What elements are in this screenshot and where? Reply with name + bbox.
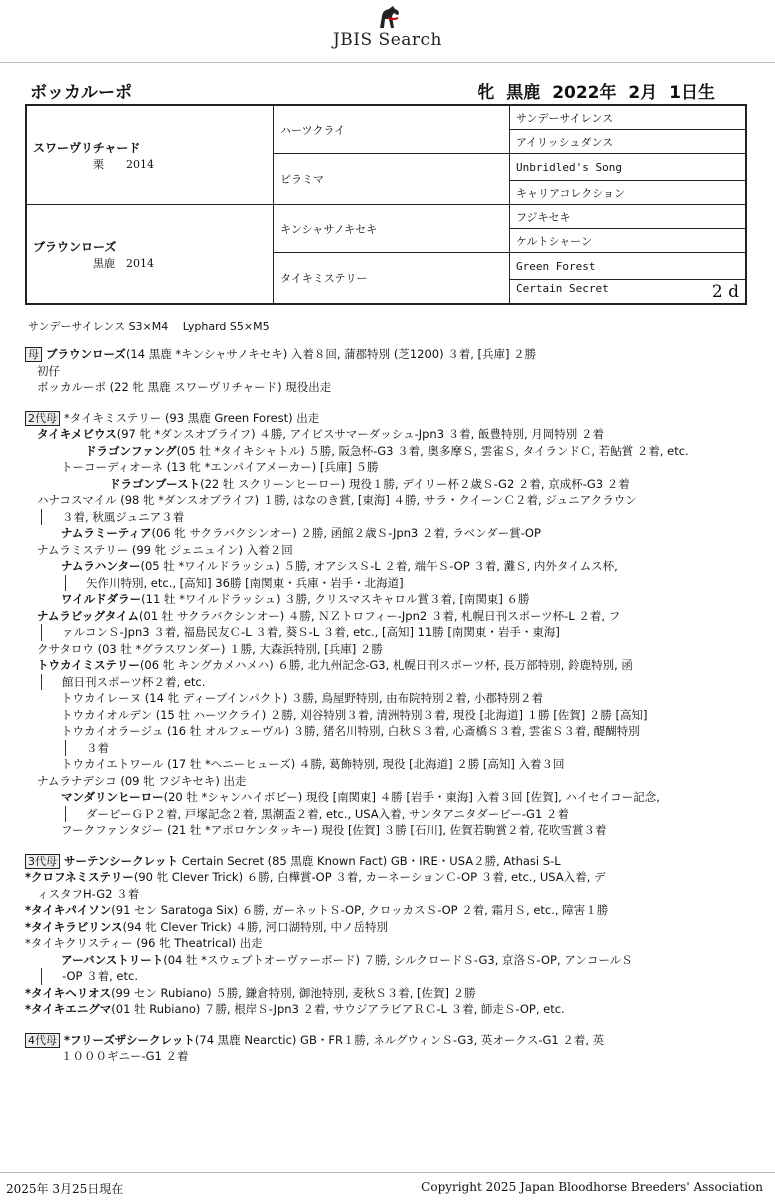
pedigree-g3-3[interactable]: Unbridled's Song (510, 154, 747, 181)
record-text: (06 牝 サクラバクシンオー) ２勝, 函館２歳Ｓ-Jpn3 ２着, ラベンダー賞-OP (151, 526, 541, 540)
pedigree-g3-5[interactable]: フジキセキ (510, 205, 747, 229)
pedigree-sire-sire[interactable]: ハーツクライ (274, 105, 510, 154)
pedigree-g3-4[interactable]: キャリアコレクション (510, 181, 747, 205)
horse-link[interactable]: ブラウンローズ (46, 347, 126, 361)
record-text: (11 牡 *ワイルドラッシュ) ３勝, クリスマスキャロル賞３着, [南関東] ６勝 (141, 592, 530, 606)
record-text: (05 牡 *ワイルドラッシュ) ５勝, オアシスＳ-L ２着, 端午Ｓ-OP ３着, 灘Ｓ, 内外タイムス杯, (140, 559, 618, 573)
horse-link[interactable]: *タイキエニグマ (25, 1002, 112, 1016)
record-text: (22 牡 スクリーンヒーロー) 現役１勝, デイリー杯２歳Ｓ-G2 ２着, 京成杯-G3 ２着 (200, 476, 630, 491)
pedigree-g3-8[interactable] (510, 280, 747, 305)
header-divider (0, 62, 775, 63)
record-text: (14 黒鹿 *キンシャサノキセキ) 入着８回, 蒲郡特別 (芝1200) ３着, [兵庫] ２勝 (125, 347, 537, 361)
record-text: 館日刊スポーツ杯２着, etc. (41, 674, 745, 691)
dosage-value: 2 d (711, 281, 739, 302)
record-text: トウカイオラージュ (16 牡 オルフェーヴル) ３勝, 猪名川特別, 白秋Ｓ３着, 心斎橋Ｓ３着, 雲雀Ｓ３着, 醍醐特別 (61, 724, 640, 738)
footer-divider (0, 1172, 775, 1173)
record-text: (74 黒鹿 Nearctic) GB・FR１勝, ネルグウィンＳ-G3, 英オークス-G1 ２着, 英 (194, 1032, 605, 1047)
record-text: クサタロウ (03 牡 *グラスワンダー) １勝, 大森浜特別, [兵庫] ２勝 (37, 641, 383, 656)
record-text: (01 牡 Rubiano) ７勝, 根岸Ｓ-Jpn3 ２着, サウジアラビアＲＣ-L ３着, 師走Ｓ-OP, etc. (111, 1002, 565, 1016)
horse-link[interactable]: ドラゴンファング (85, 443, 177, 458)
record-text: トウカイエトワール (17 牡 *ヘニーヒューズ) ４勝, 葛飾特別, 現役 [北海道] ２勝 [高知] 入着３回 (61, 757, 565, 771)
record-text: *タイキクリスティー (96 牝 Theatrical) 出走 (25, 936, 263, 950)
generation-tag: 3代母 (25, 854, 60, 869)
record-text: *タイキミステリー (93 黒鹿 Green Forest) 出走 (64, 410, 320, 425)
horse-link[interactable]: *クロフネミステリー (25, 870, 134, 884)
record-text: ３着 (65, 740, 745, 757)
record-text: -OP ３着, etc. (41, 968, 745, 985)
generation-tag: 2代母 (25, 411, 60, 426)
foal-line: ボッカルーポ (22 牝 黒鹿 スワーヴリチャード) 現役出走 (37, 380, 332, 394)
record-text: (97 牝 *ダンスオブライフ) ４勝, アイビスサマーダッシュ-Jpn3 ３着, 飯豊特別, 月岡特別 ２着 (116, 427, 604, 441)
pedigree-sire-dam[interactable]: ピラミマ (274, 154, 510, 205)
horse-link[interactable]: トウカイミステリー (37, 658, 140, 672)
sire-color-year: 栗 2014 (93, 157, 154, 171)
dam-color-year: 黒鹿 2014 (93, 256, 154, 270)
horse-link[interactable]: *タイキパイソン (25, 903, 112, 917)
third-dam-line (25, 853, 745, 870)
record-text: (90 牝 Clever Trick) ６勝, 白樺賞-OP ３着, カーネーションＣ-OP ３着, etc., USA入着, デ (133, 870, 606, 884)
dam-name: ブラウンローズ (33, 239, 117, 254)
record-text: ３着, 秋風ジュニア３着 (41, 509, 745, 526)
record-text: ナムラミステリー (99 牝 ジェニュイン) 入着２回 (37, 542, 293, 557)
record-text: (01 牡 サクラバクシンオー) ４勝, ＮＺトロフィー-Jpn2 ３着, 札幌日刊スポーツ杯-L ２着, フ (139, 608, 621, 623)
horse-link[interactable]: サーテンシークレット (64, 853, 179, 868)
horse-meta (477, 78, 715, 103)
pedigree-g3-1[interactable]: サンデーサイレンス (510, 105, 747, 130)
generation-tag: 4代母 (25, 1033, 60, 1048)
record-text: ィスタフH-G2 ３着 (37, 886, 140, 901)
horse-color: 黒鹿 (506, 83, 541, 103)
pedigree-g3-7[interactable]: Green Forest (510, 253, 747, 280)
record-text: (05 牡 *タイキシャトル) ５勝, 阪急杯-G3 ３着, 奥多摩Ｓ, 雲雀Ｓ, タイランドＣ, 若鮎賞 ２着, etc. (176, 443, 689, 458)
foal-note: 初仔 (37, 363, 60, 378)
record-text: Certain Secret (85 黒鹿 Known Fact) GB・IRE・USA２勝, Athasi S-L (181, 853, 561, 868)
logo-text: JBIS Search (332, 30, 442, 50)
horse-logo-icon (368, 4, 408, 30)
family-section (25, 346, 745, 1065)
pedigree-dam-sire[interactable]: キンシャサノキセキ (274, 205, 510, 253)
g3-8-name: Certain Secret (516, 281, 609, 295)
second-dam-line (25, 410, 745, 427)
pedigree-sire[interactable] (26, 105, 274, 205)
horse-name: ボッカルーポ (30, 83, 132, 103)
record-text: ァルコンＳ-Jpn3 ３着, 福島民友Ｃ-L ３着, 葵Ｓ-L ３着, etc., [高知] 11勝 [南関東・岩手・東海] (41, 624, 745, 641)
record-text: トウカイレーヌ (14 牝 ディープインパクト) ３勝, 鳥屋野特別, 由布院特別２着, 小郡特別２着 (61, 691, 543, 705)
record-text: フークファンタジー (21 牡 *アポロケンタッキー) 現役 [佐賀] ３勝 [石川], 佐賀若駒賞２着, 花吹雪賞３着 (61, 823, 607, 837)
record-text: １０００ギニー-G1 ２着 (61, 1049, 189, 1063)
horse-link[interactable]: *フリーズザシークレット (64, 1032, 195, 1047)
horse-link[interactable]: タイキメビウス (37, 427, 117, 441)
pedigree-dam-dam[interactable]: タイキミステリー (274, 253, 510, 305)
record-text: ナムラナデシコ (09 牝 フジキセキ) 出走 (37, 773, 247, 788)
jbis-logo[interactable] (0, 4, 775, 50)
sire-name: スワーヴリチャード (33, 140, 141, 155)
record-text: 矢作川特別, etc., [高知] 36勝 [南関東・兵庫・岩手・北海道] (65, 575, 745, 592)
record-text: (91 セン Saratoga Six) ６勝, ガーネットＳ-OP, クロッカスＳ-OP ２着, 霜月Ｓ, etc., 障害１勝 (111, 903, 609, 917)
horse-birth: 2022年 2月 1日生 (552, 83, 715, 103)
horse-sex: 牝 (477, 83, 495, 103)
horse-link[interactable]: ドラゴンブースト (109, 476, 201, 491)
record-text: ダービーＧＰ２着, 戸塚記念２着, 黒潮盃２着, etc., USA入着, サンタアニタダービー-G1 ２着 (65, 806, 745, 823)
footer-copyright: Copyright 2025 Japan Bloodhorse Breeders' Association (421, 1180, 763, 1194)
pedigree-table (25, 104, 747, 305)
horse-link[interactable]: ワイルドダラー (61, 592, 142, 606)
record-text: (20 牡 *シャンハイボビー) 現役 [南関東] ４勝 [岩手・東海] 入着３回 [佐賀], ハイセイコー記念, (163, 790, 660, 804)
dam-line (25, 346, 745, 363)
generation-tag: 母 (25, 347, 42, 362)
inbreeding-note: サンデーサイレンス S3×M4 Lyphard S5×M5 (28, 320, 270, 333)
horse-link[interactable]: ナムラハンター (61, 559, 141, 573)
record-text: ハナコスマイル (98 牝 *ダンスオブライフ) １勝, はなのき賞, [東海] ４勝, サラ・クイーンＣ２着, ジュニアクラウン (37, 493, 637, 507)
footer-date: 2025年 3月25日現在 (6, 1182, 124, 1196)
pedigree-g3-2[interactable]: アイリッシュダンス (510, 130, 747, 154)
horse-link[interactable]: ナムラミーティア (61, 526, 152, 540)
record-text: (06 牝 キングカメハメハ) ６勝, 北九州記念-G3, 札幌日刊スポーツ杯, 長万部特別, 鈴鹿特別, 函 (139, 658, 633, 672)
pedigree-dam[interactable] (26, 205, 274, 305)
record-text: (99 セン Rubiano) ５勝, 鎌倉特別, 御池特別, 麦秋Ｓ３着, [佐賀] ２勝 (111, 985, 476, 1000)
horse-link[interactable]: ナムラビッグタイム (37, 608, 140, 623)
horse-link[interactable]: *タイキラビリンス (25, 919, 123, 934)
record-text: トウカイオルデン (15 牡 ハーツクライ) ２勝, 刈谷特別３着, 清洲特別３着, 現役 [北海道] １勝 [佐賀] ２勝 [高知] (61, 707, 648, 722)
record-text: (94 牝 Clever Trick) ４勝, 河口湖特別, 中ノ岳特別 (122, 919, 388, 934)
record-text: トーコーディオーネ (13 牝 *エンパイアメーカー) [兵庫] ５勝 (61, 460, 379, 474)
fourth-dam-line (25, 1032, 745, 1049)
horse-link[interactable]: マンダリンヒーロー (61, 790, 164, 804)
pedigree-g3-6[interactable]: ケルトシャーン (510, 229, 747, 253)
record-text: (04 牡 *スウェプトオーヴァーボード) ７勝, シルクロードＳ-G3, 京洛Ｓ-OP, アンコールＳ (163, 952, 633, 967)
horse-link[interactable]: アーバンストリート (61, 952, 164, 967)
horse-link[interactable]: *タイキヘリオス (25, 985, 112, 1000)
